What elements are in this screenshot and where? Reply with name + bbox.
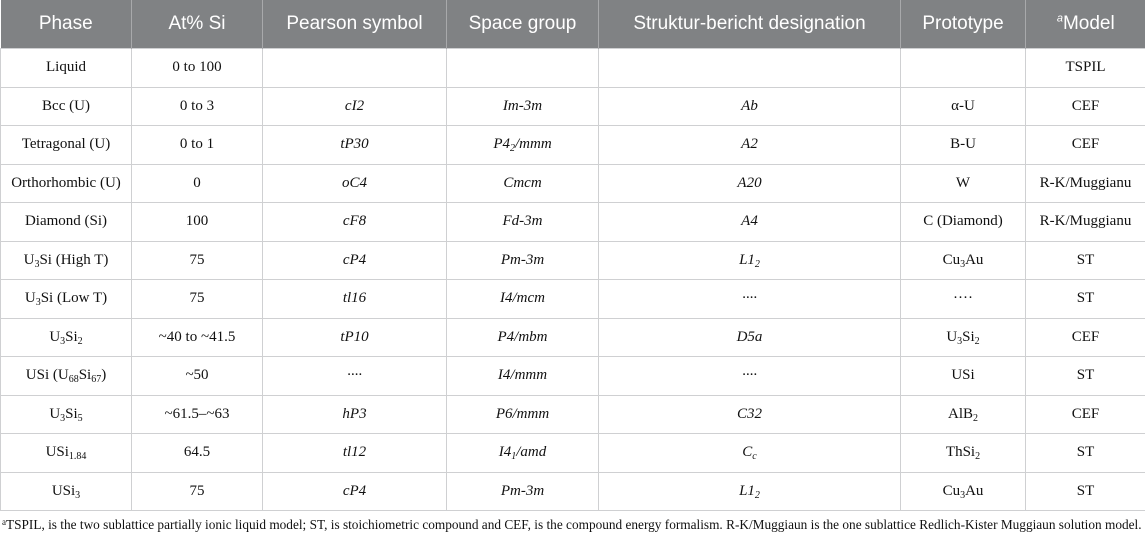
subscript: 1.84 xyxy=(68,451,87,463)
text-part: Im-3m xyxy=(502,97,543,114)
cell-phase xyxy=(1,241,132,280)
text-part: C (Diamond) xyxy=(923,213,1003,230)
cell-at-si: 75 xyxy=(132,241,263,280)
cell-at-si: 0 to 3 xyxy=(132,87,263,126)
subscript: 3 xyxy=(75,489,81,501)
text-part: Cu xyxy=(942,482,961,499)
text-part: L1 xyxy=(739,482,755,499)
cell-space-group xyxy=(447,395,599,434)
cell-space-group xyxy=(447,472,599,511)
text-part: Si (Low T) xyxy=(40,290,108,307)
cell-phase xyxy=(1,87,132,126)
header-at-si: At% Si xyxy=(132,0,263,49)
cell-strukturbericht xyxy=(599,395,901,434)
cell-space-group xyxy=(447,49,599,88)
cell-space-group xyxy=(447,434,599,473)
cell-model: R-K/Muggianu xyxy=(1026,164,1145,203)
cell-phase xyxy=(1,357,132,396)
cell-pearson-symbol: oC4 xyxy=(263,164,447,203)
cell-strukturbericht xyxy=(599,357,901,396)
cell-at-si: ~50 xyxy=(132,357,263,396)
subscript: 2 xyxy=(975,451,981,463)
text-part: ) xyxy=(101,367,107,384)
table-row xyxy=(1,434,1145,473)
text-part: U xyxy=(946,328,958,345)
cell-prototype xyxy=(901,203,1026,242)
text-part: U xyxy=(24,290,36,307)
subscript: 3 xyxy=(60,335,66,347)
cell-phase xyxy=(1,434,132,473)
subscript: 2 xyxy=(510,143,515,155)
cell-phase xyxy=(1,164,132,203)
subscript: 5 xyxy=(77,412,83,424)
text-part: ···· xyxy=(953,290,973,307)
cell-space-group xyxy=(447,164,599,203)
table-row xyxy=(1,203,1145,242)
header-row xyxy=(1,0,1145,49)
text-part: I4/mcm xyxy=(500,290,545,307)
table-row xyxy=(1,164,1145,203)
text-part: Si xyxy=(962,328,975,345)
text-part: USi xyxy=(45,444,69,461)
text-part: Pm-3m xyxy=(500,482,545,499)
text-part: A2 xyxy=(741,136,758,153)
cell-at-si: 75 xyxy=(132,472,263,511)
cell-space-group xyxy=(447,318,599,357)
subscript: 2 xyxy=(973,412,978,424)
cell-pearson-symbol: tl16 xyxy=(263,280,447,319)
cell-pearson-symbol: tl12 xyxy=(263,434,447,473)
table-row xyxy=(1,472,1145,511)
text-part: A20 xyxy=(737,174,762,191)
cell-space-group xyxy=(447,357,599,396)
header-strukturbericht: Struktur-bericht designation xyxy=(599,0,901,49)
table-footnote xyxy=(2,515,1142,534)
cell-model: ST xyxy=(1026,241,1145,280)
text-part: Si xyxy=(65,405,78,422)
subscript: 2 xyxy=(754,258,760,270)
cell-prototype xyxy=(901,434,1026,473)
cell-at-si: 0 xyxy=(132,164,263,203)
text-part: Liquid xyxy=(46,59,86,76)
text-part: P4 xyxy=(493,136,510,153)
text-part: USi xyxy=(51,482,76,499)
text-part: /mmm xyxy=(515,136,552,153)
cell-model: ST xyxy=(1026,434,1145,473)
table-row xyxy=(1,280,1145,319)
text-part: /amd xyxy=(516,444,547,461)
cell-pearson-symbol: cP4 xyxy=(263,241,447,280)
text-part: U xyxy=(49,405,61,422)
cell-at-si: 0 to 1 xyxy=(132,126,263,165)
subscript: 3 xyxy=(960,258,966,270)
cell-prototype xyxy=(901,357,1026,396)
text-part: Au xyxy=(965,482,984,499)
cell-strukturbericht xyxy=(599,434,901,473)
text-part: Diamond (Si) xyxy=(24,213,108,230)
cell-model: CEF xyxy=(1026,318,1145,357)
text-part: U xyxy=(49,328,61,345)
table-body xyxy=(1,49,1145,511)
cell-strukturbericht xyxy=(599,472,901,511)
table-row xyxy=(1,87,1145,126)
cell-pearson-symbol: cP4 xyxy=(263,472,447,511)
header-prototype: Prototype xyxy=(901,0,1026,49)
cell-pearson-symbol: tP30 xyxy=(263,126,447,165)
cell-pearson-symbol: cI2 xyxy=(263,87,447,126)
cell-phase xyxy=(1,318,132,357)
table-row xyxy=(1,318,1145,357)
cell-at-si: 64.5 xyxy=(132,434,263,473)
cell-at-si: 0 to 100 xyxy=(132,49,263,88)
header-model xyxy=(1026,0,1145,49)
cell-pearson-symbol: tP10 xyxy=(263,318,447,357)
cell-model: TSPIL xyxy=(1026,49,1145,88)
cell-pearson-symbol xyxy=(263,49,447,88)
cell-model: ST xyxy=(1026,280,1145,319)
cell-at-si: 100 xyxy=(132,203,263,242)
cell-strukturbericht xyxy=(599,126,901,165)
cell-prototype xyxy=(901,280,1026,319)
cell-phase xyxy=(1,126,132,165)
text-part: Si xyxy=(65,328,78,345)
table-row xyxy=(1,126,1145,165)
table-row xyxy=(1,395,1145,434)
cell-model: R-K/Muggianu xyxy=(1026,203,1145,242)
text-part: Si xyxy=(78,367,92,384)
text-part: Cu xyxy=(942,251,961,268)
cell-pearson-symbol: cF8 xyxy=(263,203,447,242)
subscript: 2 xyxy=(77,335,83,347)
text-part: Pm-3m xyxy=(500,251,545,268)
cell-model: CEF xyxy=(1026,395,1145,434)
table-row xyxy=(1,241,1145,280)
text-part: I4/mmm xyxy=(497,367,548,384)
cell-prototype xyxy=(901,241,1026,280)
cell-at-si: ~61.5–~63 xyxy=(132,395,263,434)
cell-phase xyxy=(1,472,132,511)
text-part: α-U xyxy=(951,97,975,114)
header-space-group: Space group xyxy=(447,0,599,49)
cell-space-group xyxy=(447,241,599,280)
cell-prototype xyxy=(901,87,1026,126)
text-part: D5a xyxy=(736,328,763,345)
cell-prototype xyxy=(901,126,1026,165)
header-model-label: Model xyxy=(1062,13,1115,34)
cell-strukturbericht xyxy=(599,241,901,280)
cell-prototype xyxy=(901,395,1026,434)
cell-at-si: 75 xyxy=(132,280,263,319)
text-part: Cmcm xyxy=(503,174,542,191)
cell-phase xyxy=(1,280,132,319)
table-row xyxy=(1,357,1145,396)
cell-strukturbericht xyxy=(599,49,901,88)
text-part: Fd-3m xyxy=(502,213,543,230)
subscript: 3 xyxy=(35,297,41,309)
subscript: 1 xyxy=(511,451,517,463)
footnote-marker: a xyxy=(2,517,6,527)
text-part: AlB xyxy=(947,405,973,422)
subscript: 68 xyxy=(68,374,79,386)
text-part: Ab xyxy=(741,97,758,114)
text-part: Tetragonal (U) xyxy=(21,136,111,153)
cell-strukturbericht xyxy=(599,87,901,126)
text-part: P6/mmm xyxy=(495,405,550,422)
text-part: L1 xyxy=(739,251,755,268)
text-part: A4 xyxy=(741,213,758,230)
text-part: Au xyxy=(965,251,984,268)
header-pearson-symbol: Pearson symbol xyxy=(263,0,447,49)
text-part: I4 xyxy=(498,444,512,461)
cell-pearson-symbol: ···· xyxy=(263,357,447,396)
cell-phase xyxy=(1,395,132,434)
cell-space-group xyxy=(447,126,599,165)
cell-strukturbericht xyxy=(599,203,901,242)
text-part: B-U xyxy=(950,136,976,153)
text-part: C32 xyxy=(736,405,762,422)
text-part: ···· xyxy=(742,290,757,307)
cell-space-group xyxy=(447,87,599,126)
cell-model: CEF xyxy=(1026,126,1145,165)
cell-strukturbericht xyxy=(599,280,901,319)
text-part: USi xyxy=(951,367,975,384)
cell-prototype xyxy=(901,318,1026,357)
text-part: U xyxy=(23,251,35,268)
cell-space-group xyxy=(447,280,599,319)
text-part: Orthorhombic (U) xyxy=(11,174,121,191)
cell-phase xyxy=(1,49,132,88)
cell-phase xyxy=(1,203,132,242)
cell-model: ST xyxy=(1026,472,1145,511)
header-phase: Phase xyxy=(1,0,132,49)
cell-pearson-symbol: hP3 xyxy=(263,395,447,434)
cell-prototype xyxy=(901,164,1026,203)
text-part: ThSi xyxy=(945,444,976,461)
text-part: P4/mbm xyxy=(497,328,548,345)
cell-strukturbericht xyxy=(599,318,901,357)
footnote-text: TSPIL, is the two sublattice partially ionic liquid model; ST, is stoichiometric compound and CEF, is the compound energy formalism. R-K/Muggiaun is the one sublattice Redlich-Kister Muggiaun solution model. xyxy=(6,517,1142,532)
cell-strukturbericht xyxy=(599,164,901,203)
subscript: 3 xyxy=(60,412,66,424)
text-part: ···· xyxy=(742,367,757,384)
cell-model: ST xyxy=(1026,357,1145,396)
subscript: 3 xyxy=(34,258,40,270)
subscript: c xyxy=(752,451,757,463)
subscript: 3 xyxy=(960,489,966,501)
cell-prototype xyxy=(901,472,1026,511)
cell-at-si: ~40 to ~41.5 xyxy=(132,318,263,357)
text-part: Bcc (U) xyxy=(42,97,90,114)
text-part: W xyxy=(955,174,971,191)
subscript: 3 xyxy=(957,335,963,347)
subscript: 2 xyxy=(754,489,760,501)
model-footnote-marker: a xyxy=(1056,12,1063,25)
table-row xyxy=(1,49,1145,88)
cell-prototype xyxy=(901,49,1026,88)
cell-space-group xyxy=(447,203,599,242)
subscript: 67 xyxy=(91,374,102,386)
subscript: 2 xyxy=(974,335,980,347)
text-part: USi (U xyxy=(25,367,69,384)
text-part: C xyxy=(742,444,753,461)
cell-model: CEF xyxy=(1026,87,1145,126)
text-part: Si (High T) xyxy=(39,251,109,268)
